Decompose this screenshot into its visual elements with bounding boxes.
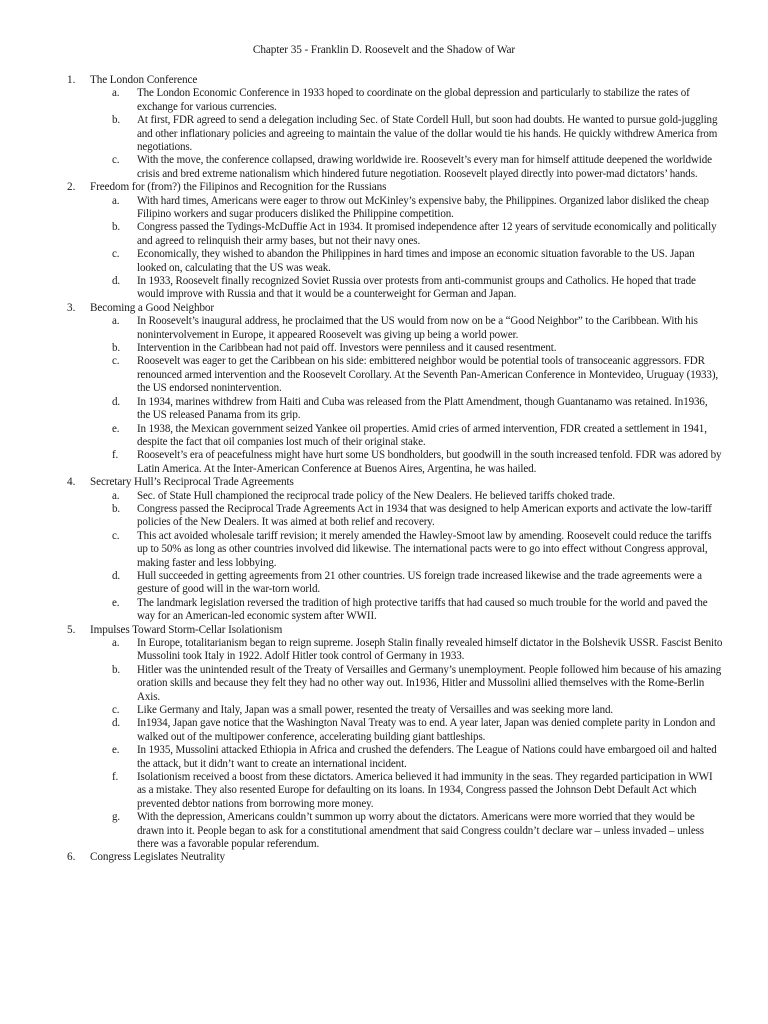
outline-item	[0, 597, 723, 624]
section-heading	[0, 624, 768, 637]
item-letter: d.	[112, 275, 121, 288]
item-text: With hard times, Americans were eager to throw out McKinley’s expensive baby, the Philippines. Organized labor disliked the cheap Filipino workers and sugar producers disliked the Philippine competition.	[137, 194, 709, 221]
item-text: In Europe, totalitarianism began to reign supreme. Joseph Stalin finally revealed himself dictator in the Bolshevik USSR. Fascist Benito Mussolini took Italy in 1922. Adolf Hitler took control of Germany in 1933.	[137, 636, 723, 663]
item-text: The landmark legislation reversed the tradition of high protective tariffs that had caused so much trouble for the world and paved the way for an American-led economic system after WWII.	[137, 596, 708, 623]
outline-section	[0, 302, 768, 476]
outline-item	[0, 811, 723, 851]
item-text: Congress passed the Tydings-McDuffie Act in 1934. It promised independence after 12 years of servitude economically and politically and agreed to relinquish their army bases, but not their navy ones.	[137, 221, 717, 247]
item-letter: b.	[112, 114, 121, 127]
section-number: 3.	[67, 301, 76, 314]
section-heading	[0, 181, 768, 194]
outline-item	[0, 396, 723, 423]
item-letter: c.	[112, 154, 120, 167]
item-letter: a.	[112, 87, 120, 100]
item-text: This act avoided wholesale tariff revision; it merely amended the Hawley-Smoot law by amending. Roosevelt could reduce the tariffs up to 50% as long as other countries involved did likewise. The international pacts were to go into effect without Congress approval, making faster and less lobbying.	[137, 529, 712, 569]
section-title: Impulses Toward Storm-Cellar Isolationism	[90, 623, 283, 636]
outline-item	[0, 221, 723, 248]
outline-item	[0, 530, 723, 570]
item-text: Sec. of State Hull championed the reciprocal trade policy of the New Dealers. He believed tariffs choked trade.	[137, 489, 615, 502]
item-text: In 1934, marines withdrew from Haiti and Cuba was released from the Platt Amendment, though Guantanamo was retained. In1936, the US released Panama from its grip.	[137, 395, 708, 422]
section-heading	[0, 302, 768, 315]
item-letter: a.	[112, 315, 120, 328]
outline-item	[0, 114, 723, 154]
outline-item	[0, 248, 723, 275]
outline-section	[0, 851, 768, 864]
section-title: Becoming a Good Neighbor	[90, 301, 215, 314]
item-letter: a.	[112, 489, 120, 502]
item-letter: g.	[112, 811, 121, 824]
item-letter: b.	[112, 221, 121, 234]
outline-item	[0, 315, 723, 342]
item-text: Isolationism received a boost from these dictators. America believed it had immunity in the seas. They regarded participation in WWI as a mistake. They also resented Europe for defaulting on its loans. In 1934, Congress passed the Johnson Debt Default Act which prevented debtor nations from borrowing more money.	[137, 771, 713, 810]
section-heading	[0, 851, 768, 864]
item-letter: c.	[112, 355, 120, 368]
item-text: Like Germany and Italy, Japan was a small power, resented the treaty of Versailles and was seeking more land.	[137, 704, 614, 717]
outline-item	[0, 490, 723, 503]
section-title: The London Conference	[90, 74, 198, 86]
item-letter: c.	[112, 704, 120, 717]
section-title: Freedom for (from?) the Filipinos and Recognition for the Russians	[90, 181, 387, 194]
outline-item	[0, 423, 723, 450]
outline-section	[0, 476, 768, 623]
item-text: In1934, Japan gave notice that the Washington Naval Treaty was to end. A year later, Japan was denied complete parity in London and walked out of the multipower conference, accelerating building giant battleships.	[137, 717, 716, 743]
section-heading	[0, 74, 768, 87]
item-text: Hull succeeded in getting agreements from 21 other countries. US foreign trade increased likewise and the trade agreements were a gesture of good will in the war-torn world.	[137, 569, 702, 596]
item-text: With the depression, Americans couldn’t summon up worry about the dictators. Americans were more worried that they would be drawn into it. People began to ask for a constitutional amendment that said Congress couldn’t declare war – unless invaded – unless there was a favorable popular referendum.	[137, 811, 704, 851]
item-letter: c.	[112, 529, 120, 542]
item-letter: d.	[112, 395, 121, 408]
item-letter: f.	[112, 771, 119, 784]
item-letter: f.	[112, 449, 119, 462]
section-number: 2.	[67, 181, 76, 194]
item-text: Hitler was the unintended result of the Treaty of Versailles and Germany’s unemployment. People followed him because of his amazing oration skills and because they felt they had no other way out. In1936, Hitler and Mussolini allied themselves with the Rome-Berlin Axis.	[137, 663, 722, 703]
outline-item	[0, 449, 723, 476]
section-title: Congress Legislates Neutrality	[90, 851, 225, 864]
outline-item	[0, 717, 723, 744]
item-text: In 1935, Mussolini attacked Ethiopia in Africa and crushed the defenders. The League of Nations could have embargoed oil and halted the attack, but it didn’t want to create an international incident.	[137, 744, 717, 770]
section-number: 5.	[67, 623, 76, 636]
item-text: Roosevelt was eager to get the Caribbean on his side: embittered neighbor would be potential tools of transoceanic aggressors. FDR renounced armed intervention and the Roosevelt Corollary. At the Seventh Pan-American Conference in Montevideo, Uruguay (1933), the US endorsed nonintervention.	[137, 355, 719, 395]
outline-item	[0, 503, 723, 530]
outline-section	[0, 624, 768, 852]
outline-item	[0, 637, 723, 664]
section-number: 6.	[67, 851, 76, 864]
item-text: Economically, they wished to abandon the Philippines in hard times and impose an economic situation favorable to the US. Japan looked on, calculating that the US was weak.	[137, 248, 695, 274]
outline-item	[0, 664, 723, 704]
item-text: At first, FDR agreed to send a delegation including Sec. of State Cordell Hull, but soon had doubts. He wanted to pursue gold-juggling and other inflationary policies and agreeing to maintain the value of the dollar would tie his hands. He quickly withdrew America from negotiations.	[137, 114, 718, 154]
item-letter: a.	[112, 194, 120, 207]
item-letter: c.	[112, 248, 120, 261]
outline-item	[0, 744, 723, 771]
outline-item	[0, 704, 723, 717]
item-text: Congress passed the Reciprocal Trade Agreements Act in 1934 that was designed to help American exports and activate the low-tariff policies of the New Dealers. It was aimed at both relief and recovery.	[137, 502, 712, 529]
section-number: 1.	[67, 74, 76, 86]
outline-item	[0, 87, 723, 114]
item-letter: e.	[112, 596, 120, 609]
item-text: Roosevelt’s era of peacefulness might have hurt some US bondholders, but goodwill in the south increased tenfold. FDR was adored by Latin America. At the Inter-American Conference at Buenos Aires, Argentina, he was hailed.	[137, 449, 722, 475]
item-text: Intervention in the Caribbean had not paid off. Investors were penniless and it caused resentment.	[137, 342, 557, 355]
outline-section	[0, 74, 768, 181]
item-text: With the move, the conference collapsed, drawing worldwide ire. Roosevelt’s every man for himself attitude deepened the worldwide crisis and bred extreme nationalism which hindered future negotiation. Roosevelt played directly into power-mad dictators’ hands.	[137, 154, 712, 180]
outline-item	[0, 275, 723, 302]
item-letter: b.	[112, 663, 121, 676]
section-title: Secretary Hull’s Reciprocal Trade Agreements	[90, 476, 294, 489]
outline-item	[0, 355, 723, 395]
section-heading	[0, 476, 768, 489]
item-text: In 1933, Roosevelt finally recognized Soviet Russia over protests from anti-communist groups and Catholics. He hoped that trade would improve with Russia and that it would be a counterweight for German and Japan.	[137, 275, 696, 301]
item-letter: a.	[112, 636, 120, 649]
item-text: The London Economic Conference in 1933 hoped to coordinate on the global depression and particularly to stabilize the rates of exchange for various currencies.	[137, 87, 690, 113]
outline-item	[0, 771, 723, 811]
item-letter: d.	[112, 717, 121, 730]
item-text: In 1938, the Mexican government seized Yankee oil properties. Amid cries of armed intervention, FDR created a settlement in 1941, despite the fact that oil companies lost much of their original stake.	[137, 422, 707, 448]
outline-item	[0, 342, 723, 355]
item-letter: e.	[112, 422, 120, 435]
item-text: In Roosevelt’s inaugural address, he proclaimed that the US would from now on be a “Good Neighbor” to the Caribbean. With his nonintervolvement in Europe, it appeared Roosevelt was giving up being a world power.	[137, 315, 698, 341]
outline	[0, 74, 768, 865]
chapter-title: Chapter 35 - Franklin D. Roosevelt and the Shadow of War	[252, 44, 516, 56]
outline-section	[0, 181, 768, 302]
outline-item	[0, 570, 723, 597]
outline-item	[0, 154, 723, 181]
section-number: 4.	[67, 476, 76, 489]
item-letter: b.	[112, 502, 121, 515]
item-letter: e.	[112, 744, 120, 757]
outline-item	[0, 195, 723, 222]
item-letter: d.	[112, 569, 121, 582]
item-letter: b.	[112, 342, 121, 355]
